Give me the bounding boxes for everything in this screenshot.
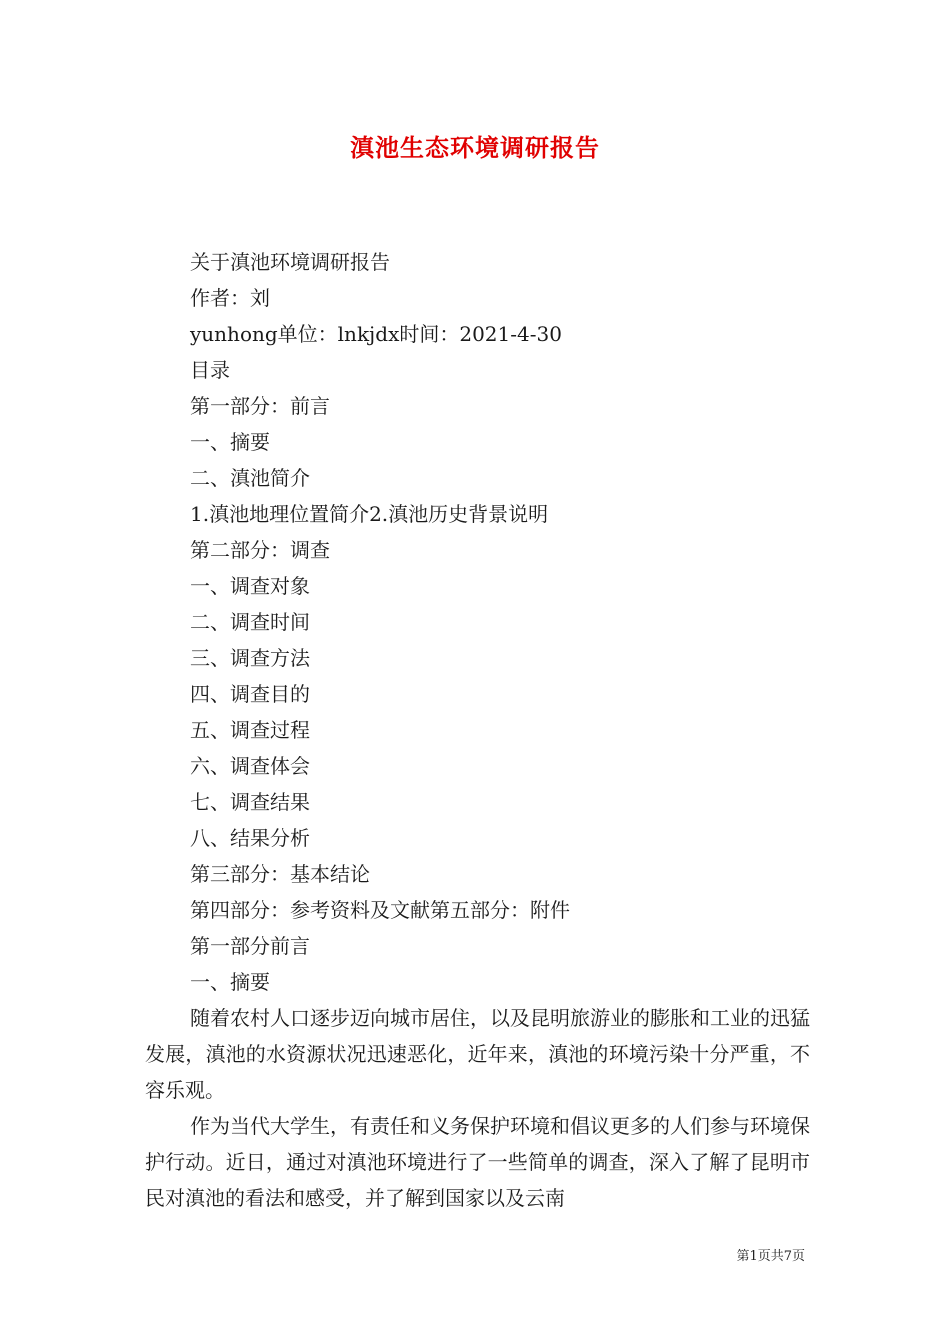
section-heading: 一、摘要 — [190, 970, 270, 994]
toc-line: 1.滇池地理位置简介2.滇池历史背景说明 — [190, 502, 549, 526]
toc-line: yunhong单位：lnkjdx时间：2021-4-30 — [190, 322, 562, 346]
document-body — [145, 244, 810, 1216]
toc-line: 四、调查目的 — [190, 682, 310, 706]
toc-line: 第三部分：基本结论 — [190, 862, 370, 886]
toc-line: 第一部分：前言 — [190, 394, 330, 418]
toc-line: 三、调查方法 — [190, 646, 310, 670]
toc-line: 五、调查过程 — [190, 718, 310, 742]
toc-line: 二、滇池简介 — [190, 466, 310, 490]
toc-line: 第二部分：调查 — [190, 538, 330, 562]
document-title: 滇池生态环境调研报告 — [350, 133, 600, 162]
toc-line: 一、摘要 — [190, 430, 270, 454]
toc-line: 目录 — [190, 358, 230, 382]
toc-line: 第四部分：参考资料及文献第五部分：附件 — [190, 898, 570, 922]
toc-line: 二、调查时间 — [190, 610, 310, 634]
toc-line: 一、调查对象 — [190, 574, 310, 598]
body-paragraph: 作为当代大学生，有责任和义务保护环境和倡议更多的人们参与环境保护行动。近日，通过对滇池环境进行了一些简单的调查，深入了解了昆明市民对滇池的看法和感受，并了解到国家以及云南 — [145, 1114, 810, 1210]
toc-line: 七、调查结果 — [190, 790, 310, 814]
page-number-footer: 第1页共7页 — [736, 1249, 805, 1264]
section-heading: 第一部分前言 — [190, 934, 310, 958]
toc-line: 八、结果分析 — [190, 826, 310, 850]
toc-line: 作者：刘 — [190, 286, 270, 310]
toc-line: 关于滇池环境调研报告 — [190, 250, 390, 274]
body-paragraph: 随着农村人口逐步迈向城市居住，以及昆明旅游业的膨胀和工业的迅猛发展，滇池的水资源状况迅速恶化，近年来，滇池的环境污染十分严重，不容乐观。 — [145, 1006, 810, 1102]
toc-line: 六、调查体会 — [190, 754, 310, 778]
